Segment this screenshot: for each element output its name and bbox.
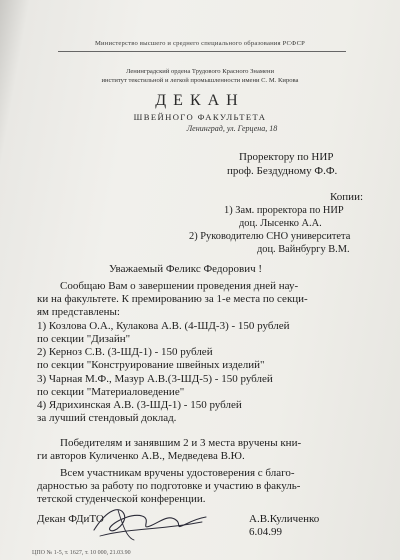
- body-p3-line-3: тетской студенческой конференции.: [37, 493, 206, 505]
- list-item-4-line-2: за лучший стендовый доклад.: [37, 412, 177, 424]
- signature-date: 6.04.99: [249, 526, 282, 538]
- body-p2-line-2: ги авторов Куличенко А.В., Медведева В.Ю.: [37, 450, 245, 462]
- letterhead-title: ДЕКАН: [155, 92, 245, 109]
- letterhead-divider: [58, 51, 346, 52]
- print-footer: ЦПО № 1-5, т. 1627, т. 10 000, 21.03.90: [32, 550, 131, 556]
- handwritten-signature: [90, 500, 210, 545]
- ministry-line: Министерство высшего и среднего специального образования РСФСР: [94, 40, 306, 47]
- signatory-position: Декан ФДиТО: [37, 513, 104, 525]
- copies-label: Копии:: [330, 191, 364, 203]
- copies-line-1: 1) Зам. проректора по НИР: [224, 205, 344, 216]
- institute-line-1: Ленинградский ордена Трудового Красного Знамени: [125, 68, 275, 75]
- recipient-line-1: Проректору по НИР: [239, 151, 334, 163]
- copies-line-3: 2) Руководителю СНО университета: [189, 231, 351, 242]
- recipient-line-2: проф. Бездудному Ф.Ф.: [227, 165, 338, 177]
- body-p1-line-3: ям представлены:: [37, 306, 120, 318]
- body-p2-line-1: Победителям и занявшим 2 и 3 места вручены кни-: [60, 437, 302, 449]
- list-item-2-line-2: по секции "Конструирование швейных изделий": [37, 359, 265, 371]
- copies-line-2: доц. Лысенко А.А.: [239, 218, 322, 229]
- faculty-name: ШВЕЙНОГО ФАКУЛЬТЕТА: [133, 112, 267, 122]
- body-p3-line-1: Всем участникам вручены удостоверения с благо-: [60, 467, 295, 479]
- body-p1-line-2: ки на факультете. К премированию за 1-е места по секци-: [37, 293, 308, 305]
- body-p1-line-1: Сообщаю Вам о завершении проведения дней нау-: [60, 280, 299, 292]
- list-item-3-line-2: по секции "Материаловедение": [37, 386, 185, 398]
- list-item-3-line-1: 3) Чарная М.Ф., Мазур А.В.(3-ШД-5) - 150 рублей: [37, 373, 273, 385]
- copies-line-4: доц. Вайнбургу В.М.: [257, 244, 350, 255]
- letterhead-address: Ленинград, ул. Герцена, 18: [186, 124, 278, 133]
- list-item-1-line-2: по секции "Дизайн": [37, 333, 131, 345]
- institute-line-2: институт текстильной и легкой промышленности имени С. М. Кирова: [101, 77, 299, 84]
- list-item-1-line-1: 1) Козлова О.А., Кулакова А.В. (4-ШД-3) - 150 рублей: [37, 320, 290, 332]
- signatory-name: А.В.Куличенко: [249, 513, 320, 525]
- body-p3-line-2: дарностью за работу по подготовке и участию в факуль-: [37, 480, 301, 492]
- list-item-4-line-1: 4) Ядрихинская А.В. (3-ШД-1) - 150 рублей: [37, 399, 242, 411]
- greeting: Уважаемый Феликс Федорович !: [109, 263, 263, 275]
- list-item-2-line-1: 2) Керноз С.В. (3-ШД-1) - 150 рублей: [37, 346, 213, 358]
